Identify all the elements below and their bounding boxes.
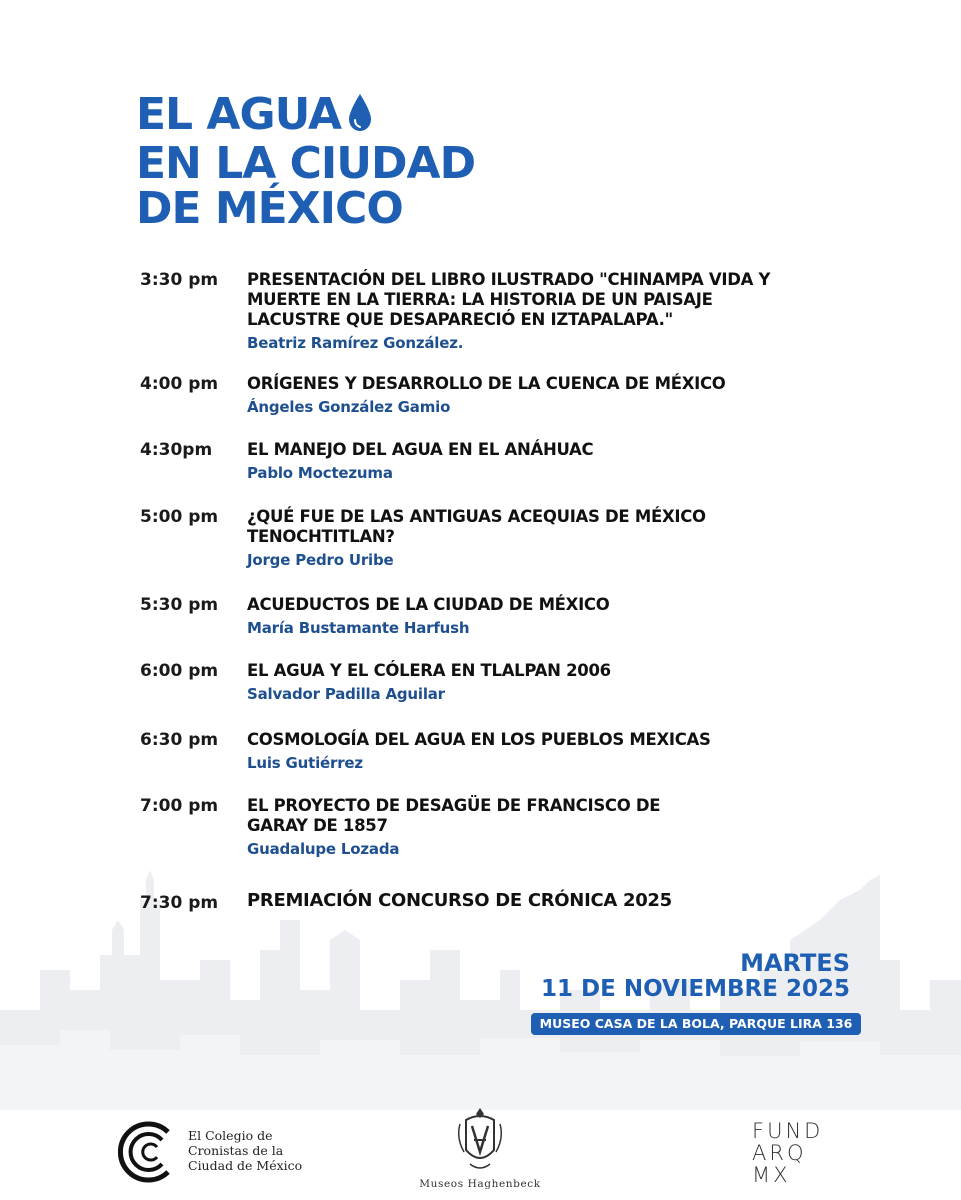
- event-time: 6:00 pm: [140, 661, 219, 681]
- event-date: [541, 950, 850, 1002]
- event-time: 4:00 pm: [140, 374, 219, 394]
- fundarq-line-3: MX: [752, 1163, 791, 1187]
- event-time: 3:30 pm: [140, 270, 219, 290]
- event-speaker: Luis Gutiérrez: [247, 754, 363, 772]
- title-line-2: EN LA CIUDAD: [136, 138, 476, 189]
- fundarq-logo: [752, 1120, 832, 1190]
- event-talk-title: COSMOLOGÍA DEL AGUA EN LOS PUEBLOS MEXICAS: [247, 730, 711, 749]
- event-speaker: Pablo Moctezuma: [247, 464, 393, 482]
- fundarq-line-1: FUND: [752, 1119, 824, 1143]
- museos-name: Museos Haghenbeck: [419, 1178, 541, 1190]
- colegio-line-1: El Colegio de: [188, 1128, 273, 1143]
- event-speaker: Salvador Padilla Aguilar: [247, 685, 445, 703]
- event-talk-title: EL AGUA Y EL CÓLERA EN TLALPAN 2006: [247, 661, 611, 680]
- event-speaker: Guadalupe Lozada: [247, 840, 400, 858]
- event-full-date: 11 DE NOVIEMBRE 2025: [541, 976, 850, 1002]
- water-drop-icon: [347, 93, 373, 141]
- event-talk-title: PRESENTACIÓN DEL LIBRO ILUSTRADO "CHINAMPA VIDA Y MUERTE EN LA TIERRA: LA HISTORIA DE UN PAISAJE LACUSTRE QUE DESAPARECIÓ EN IZTAPALAPA.": [247, 270, 771, 329]
- event-talk-title: EL PROYECTO DE DESAGÜE DE FRANCISCO DE GARAY DE 1857: [247, 796, 661, 835]
- event-speaker: Beatriz Ramírez González.: [247, 334, 464, 352]
- colegio-line-2: Cronistas de la: [188, 1143, 284, 1158]
- event-time: 4:30pm: [140, 440, 213, 460]
- event-time: 5:00 pm: [140, 507, 219, 527]
- event-time: 7:00 pm: [140, 796, 219, 816]
- event-talk-title: PREMIACIÓN CONCURSO DE CRÓNICA 2025: [247, 890, 672, 911]
- event-time: 7:30 pm: [140, 893, 219, 913]
- event-title: [136, 89, 476, 234]
- event-speaker: María Bustamante Harfush: [247, 619, 470, 637]
- colegio-cronistas-logo: [118, 1120, 318, 1180]
- cc-logo-icon: [118, 1120, 182, 1184]
- title-line-3: DE MÉXICO: [136, 183, 403, 234]
- event-time: 5:30 pm: [140, 595, 219, 615]
- museos-haghenbeck-logo: [410, 1102, 550, 1194]
- venue-badge: MUSEO CASA DE LA BOLA, PARQUE LIRA 136: [531, 1013, 861, 1035]
- colegio-line-3: Ciudad de México: [188, 1158, 303, 1173]
- event-speaker: Jorge Pedro Uribe: [247, 551, 394, 569]
- event-time: 6:30 pm: [140, 730, 219, 750]
- event-talk-title: EL MANEJO DEL AGUA EN EL ANÁHUAC: [247, 440, 594, 459]
- event-day: MARTES: [740, 949, 850, 977]
- title-line-1: EL AGUA: [136, 89, 342, 140]
- event-talk-title: ¿QUÉ FUE DE LAS ANTIGUAS ACEQUIAS DE MÉXICO TENOCHTITLAN?: [247, 507, 706, 546]
- event-talk-title: ORÍGENES Y DESARROLLO DE LA CUENCA DE MÉXICO: [247, 374, 726, 393]
- event-speaker: Ángeles González Gamio: [247, 398, 451, 416]
- event-talk-title: ACUEDUCTOS DE LA CIUDAD DE MÉXICO: [247, 595, 610, 614]
- coat-of-arms-icon: [452, 1104, 508, 1176]
- fundarq-line-2: ARQ: [752, 1141, 807, 1165]
